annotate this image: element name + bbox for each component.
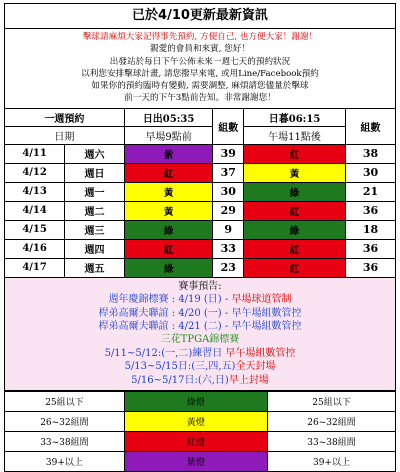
schedule-row bbox=[5, 201, 395, 220]
weekday-cell: 週四 bbox=[65, 239, 125, 258]
weekday-cell: 週一 bbox=[65, 182, 125, 201]
legend-light: 紅燈 bbox=[124, 432, 267, 452]
morning-count-cell: 39 bbox=[213, 144, 244, 163]
afternoon-status-cell: 紅 bbox=[244, 258, 346, 277]
events-header: 賽事預告: bbox=[178, 280, 222, 292]
page-title: 已於4/10更新最新資訊 bbox=[5, 4, 395, 29]
legend-right: 33~38組間 bbox=[267, 432, 395, 452]
legend-table bbox=[5, 391, 395, 471]
weekday-cell: 週二 bbox=[65, 201, 125, 220]
afternoon-status-cell: 紅 bbox=[244, 201, 346, 220]
legend-left: 33~38組間 bbox=[5, 432, 124, 452]
morning-status-cell: 紫 bbox=[124, 144, 213, 163]
event-item: 週年慶錦標賽 : 4/19 (日) - 早場球道管制 bbox=[108, 294, 292, 306]
date-cell: 4/16 bbox=[5, 239, 65, 258]
weekday-cell: 週五 bbox=[65, 258, 125, 277]
sunset-header: 日暮06:15 bbox=[244, 109, 346, 127]
date-cell: 4/12 bbox=[5, 163, 65, 182]
afternoon-status-cell: 紅 bbox=[244, 239, 346, 258]
morning-status-cell: 黃 bbox=[124, 201, 213, 220]
legend-right: 25組以下 bbox=[267, 392, 395, 412]
legend-left: 25組以下 bbox=[5, 392, 124, 412]
event-item: 5/13~5/15日:(三,四,五)全天封場 bbox=[124, 361, 276, 373]
schedule-row bbox=[5, 163, 395, 182]
notice-line: 出發站於每日下午公佈未來一週七天的預約狀況 bbox=[109, 56, 291, 67]
week-header: 一週預約 bbox=[5, 109, 124, 127]
morning-count-cell: 29 bbox=[213, 201, 244, 220]
schedule-row bbox=[5, 239, 395, 258]
legend-row bbox=[5, 392, 395, 412]
date-cell: 4/11 bbox=[5, 144, 65, 163]
event-item: 桿弟高爾夫聯誼 : 4/20 (一) - 早午場組數管控 bbox=[98, 307, 302, 319]
schedule-table bbox=[5, 109, 395, 278]
legend-row bbox=[5, 432, 395, 452]
afternoon-count-cell: 30 bbox=[345, 163, 395, 182]
schedule-row bbox=[5, 220, 395, 239]
legend-left: 39+以上 bbox=[5, 452, 124, 472]
date-header: 日期 bbox=[5, 126, 124, 144]
legend-right: 26~32組間 bbox=[267, 412, 395, 432]
legend-wrap bbox=[5, 391, 395, 471]
afternoon-count-cell: 18 bbox=[345, 220, 395, 239]
sunrise-header: 日出05:35 bbox=[124, 109, 213, 127]
schedule-notice-page bbox=[4, 3, 396, 472]
morning-count-cell: 9 bbox=[213, 220, 244, 239]
date-cell: 4/13 bbox=[5, 182, 65, 201]
notice-block bbox=[5, 29, 395, 109]
events-subheader: 三花TPGA錦標賽 bbox=[160, 334, 240, 346]
morning-status-cell: 黃 bbox=[124, 182, 213, 201]
event-item: 5/16~5/17日:(六,日)早上封場 bbox=[131, 374, 269, 386]
morning-status-cell: 紅 bbox=[124, 163, 213, 182]
notice-line: 親愛的會員和來賓, 您好！ bbox=[150, 44, 250, 55]
morning-status-cell: 紅 bbox=[124, 239, 213, 258]
morning-status-cell: 綠 bbox=[124, 220, 213, 239]
afternoon-status-cell: 綠 bbox=[244, 220, 346, 239]
legend-light: 綠燈 bbox=[124, 392, 267, 412]
afternoon-count-cell: 36 bbox=[345, 258, 395, 277]
legend-row bbox=[5, 412, 395, 432]
date-cell: 4/15 bbox=[5, 220, 65, 239]
schedule-table-wrap bbox=[5, 109, 395, 278]
legend-light: 紫燈 bbox=[124, 452, 267, 472]
morning-count-cell: 37 bbox=[213, 163, 244, 182]
event-item: 5/11~5/12:(一,二)練習日 早午場組數管控 bbox=[104, 347, 296, 359]
event-item: 桿弟高爾夫聯誼 : 4/21 (二) - 早午場組數管控 bbox=[98, 321, 302, 332]
notice-line: 擊球請麻煩大家記得事先預約, 方便自己, 也方便大家！謝謝！ bbox=[82, 32, 318, 42]
date-cell: 4/14 bbox=[5, 201, 65, 220]
schedule-row bbox=[5, 258, 395, 277]
afternoon-count-cell: 36 bbox=[345, 239, 395, 258]
notice-line: 以利您安排擊球計畫, 請您撥早來電, 或用Line/Facebook預約 bbox=[81, 68, 319, 79]
afternoon-status-cell: 紅 bbox=[244, 144, 346, 163]
morning-header: 早場9點前 bbox=[124, 126, 213, 144]
morning-status-cell: 綠 bbox=[124, 258, 213, 277]
afternoon-count-cell: 38 bbox=[345, 144, 395, 163]
schedule-row bbox=[5, 144, 395, 163]
legend-light: 黃燈 bbox=[124, 412, 267, 432]
morning-count-cell: 30 bbox=[213, 182, 244, 201]
schedule-row bbox=[5, 182, 395, 201]
date-cell: 4/17 bbox=[5, 258, 65, 277]
weekday-cell: 週三 bbox=[65, 220, 125, 239]
legend-row bbox=[5, 452, 395, 472]
afternoon-status-cell: 綠 bbox=[244, 182, 346, 201]
morning-count-cell: 23 bbox=[213, 258, 244, 277]
legend-left: 26~32組間 bbox=[5, 412, 124, 432]
afternoon-status-cell: 黃 bbox=[244, 163, 346, 182]
legend-right: 39+以上 bbox=[267, 452, 395, 472]
weekday-cell: 週六 bbox=[65, 144, 125, 163]
count-header: 組數 bbox=[213, 109, 244, 145]
notice-line: 前一天的下午3點前告知。非常謝謝您！ bbox=[124, 93, 276, 104]
notice-line: 如果你的預約臨時有變動, 需要調整, 麻煩請您儘量於擊球 bbox=[91, 81, 309, 92]
morning-count-cell: 33 bbox=[213, 239, 244, 258]
events-block bbox=[5, 278, 395, 391]
count-header: 組數 bbox=[345, 109, 395, 145]
afternoon-header: 午場11點後 bbox=[244, 126, 346, 144]
afternoon-count-cell: 21 bbox=[345, 182, 395, 201]
afternoon-count-cell: 36 bbox=[345, 201, 395, 220]
weekday-cell: 週日 bbox=[65, 163, 125, 182]
